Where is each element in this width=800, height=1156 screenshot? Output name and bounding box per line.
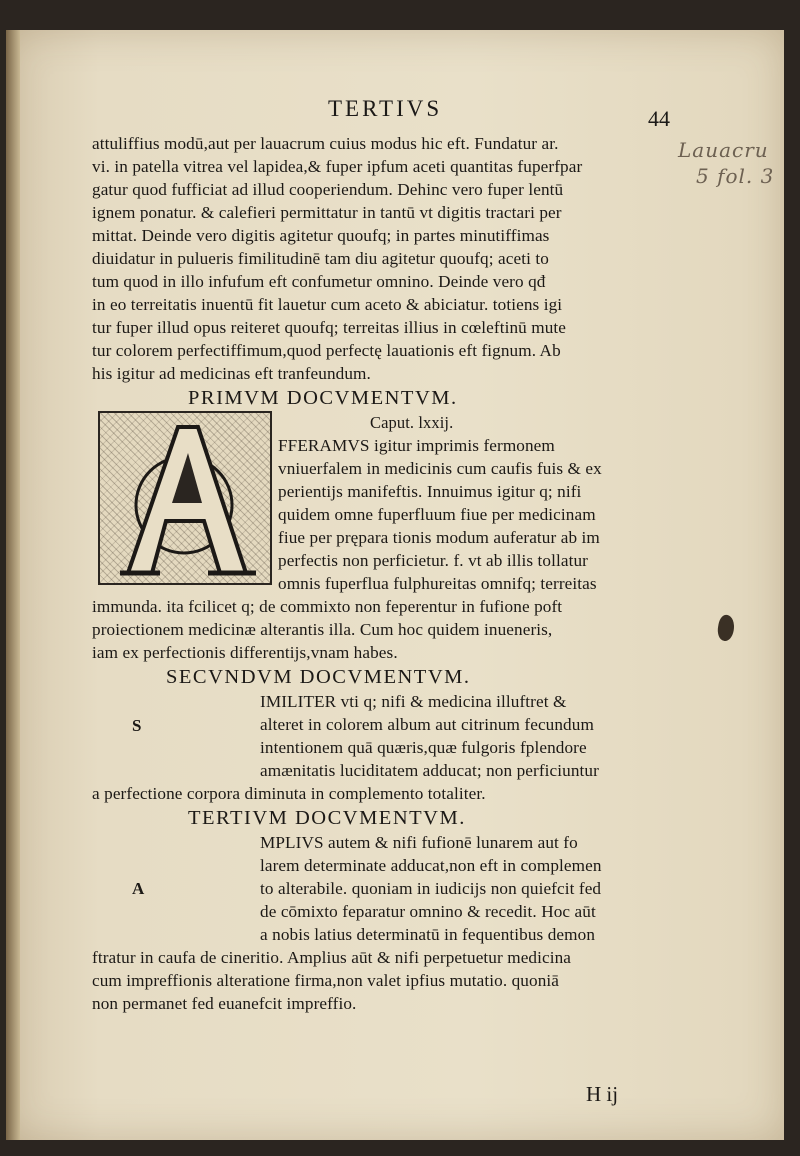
doc3-line: MPLIVS autem & nifi fufionē lunarem aut fo xyxy=(260,833,578,852)
doc3-cont-line: non permanet fed euanefcit impreffio. xyxy=(92,994,357,1013)
doc1-line: quidem omne fuperfluum fiue per medicinam xyxy=(278,505,596,524)
intro-line: his igitur ad medicinas eft tranfeundum. xyxy=(92,364,371,383)
doc1-cont-line: immunda. ita fcilicet q; de commixto non feperentur in fufione poft xyxy=(92,597,563,616)
folio-number: 44 xyxy=(648,106,670,131)
doc3-initial-letter: A xyxy=(132,879,145,898)
doc3-line: de cōmixto feparatur omnino & recedit. Hoc aūt xyxy=(260,902,596,921)
intro-line: tur colorem perfectiffimum,quod perfectę lauationis eft fignum. Ab xyxy=(92,341,561,360)
doc1-line: perientijs manifeftis. Innuimus igitur q; nifi xyxy=(278,482,582,501)
doc2-indented xyxy=(92,690,682,782)
doc3-line: larem determinate adducat,non eft in complemen xyxy=(260,856,602,875)
doc1-line: perfectis non perficietur. f. vt ab illis tollatur xyxy=(278,551,588,570)
doc3-cont-line: ftratur in caufa de cineritio. Amplius aūt & nifi perpetuetur medicina xyxy=(92,948,572,967)
intro-line: tum quod in illo infufum eft confumetur omnino. Deinde vero qđ xyxy=(92,272,546,291)
doc1-title: PRIMVM DOCVMENTVM. xyxy=(188,387,458,409)
ink-blot xyxy=(716,614,736,642)
doc1-opening xyxy=(92,411,682,595)
caput-label: Caput. lxxij. xyxy=(370,413,454,432)
intro-line: mittat. Deinde vero digitis agitetur quoufq; in partes minutiffimas xyxy=(92,226,550,245)
signature-mark: H ij xyxy=(586,1082,619,1106)
doc1-line: vniuerfalem in medicinis cum caufis fuis & ex xyxy=(278,459,602,478)
doc3-title: TERTIVM DOCVMENTVM. xyxy=(188,807,466,829)
intro-line: diuidatur in pulueris fimilitudinē tam diu agitetur quoufq; aceti to xyxy=(92,249,549,268)
intro-line: tur fuper illud opus reiteret quoufq; terreitas illius in cœleftinū mute xyxy=(92,318,567,337)
initial-a-icon xyxy=(100,413,270,583)
decorated-initial xyxy=(98,411,272,585)
doc3-indented xyxy=(92,831,682,946)
doc2-line: alteret in colorem album aut citrinum fecundum xyxy=(260,715,594,734)
doc1-drop-lines xyxy=(278,411,678,595)
doc2-initial-letter: S xyxy=(132,716,142,735)
doc1-line: fiue per prępara tionis modum auferatur ab im xyxy=(278,528,600,547)
doc1-line: FFERAMVS igitur imprimis fermonem xyxy=(278,436,555,455)
book-page xyxy=(6,30,784,1140)
doc2-line: IMILITER vti q; nifi & medicina illuftret & xyxy=(260,692,567,711)
margin-note-line-2: 5 fol. 3 xyxy=(696,164,775,188)
doc1-cont-line: proiectionem medicinæ alterantis illa. Cum hoc quidem inueneris, xyxy=(92,620,553,639)
intro-line: in eo terreitatis inuentū fit lauetur cum aceto & abiciatur. totiens igi xyxy=(92,295,563,314)
doc3-line: a nobis latius determinatū in fequentibus demon xyxy=(260,925,596,944)
running-head: TERTIVS xyxy=(328,96,443,121)
page-binding-edge xyxy=(6,30,20,1140)
intro-line: gatur quod fufficiat ad illud cooperiendum. Dehinc vero fuper lentū xyxy=(92,180,564,199)
intro-line: attuliffius modū,aut per lauacrum cuius modus hic eft. Fundatur ar. xyxy=(92,134,559,153)
doc3-cont-line: cum impreffionis alteratione firma,non valet ipfius mutatio. quoniā xyxy=(92,971,559,990)
intro-line: ignem ponatur. & calefieri permittatur in tantū vt digitis tractari per xyxy=(92,203,562,222)
doc2-cont-line: a perfectione corpora diminuta in complemento totaliter. xyxy=(92,784,486,803)
doc2-title: SECVNDVM DOCVMENTVM. xyxy=(166,666,471,688)
doc2-line: amænitatis luciditatem adducat; non perficiuntur xyxy=(260,761,599,780)
doc1-cont-line: iam ex perfectionis differentijs,vnam habes. xyxy=(92,643,398,662)
main-text xyxy=(92,132,682,1015)
doc2-line: intentionem quā quæris,quæ fulgoris fplendore xyxy=(260,738,587,757)
doc1-line: omnis fuperflua fulphureitas omnifq; terreitas xyxy=(278,574,597,593)
intro-line: vi. in patella vitrea vel lapidea,& fuper ipfum aceti quantitas fuperfpar xyxy=(92,157,583,176)
doc3-line: to alterabile. quoniam in iudicijs non quiefcit fed xyxy=(260,879,602,898)
margin-note-line-1: Lauacru xyxy=(678,138,769,162)
